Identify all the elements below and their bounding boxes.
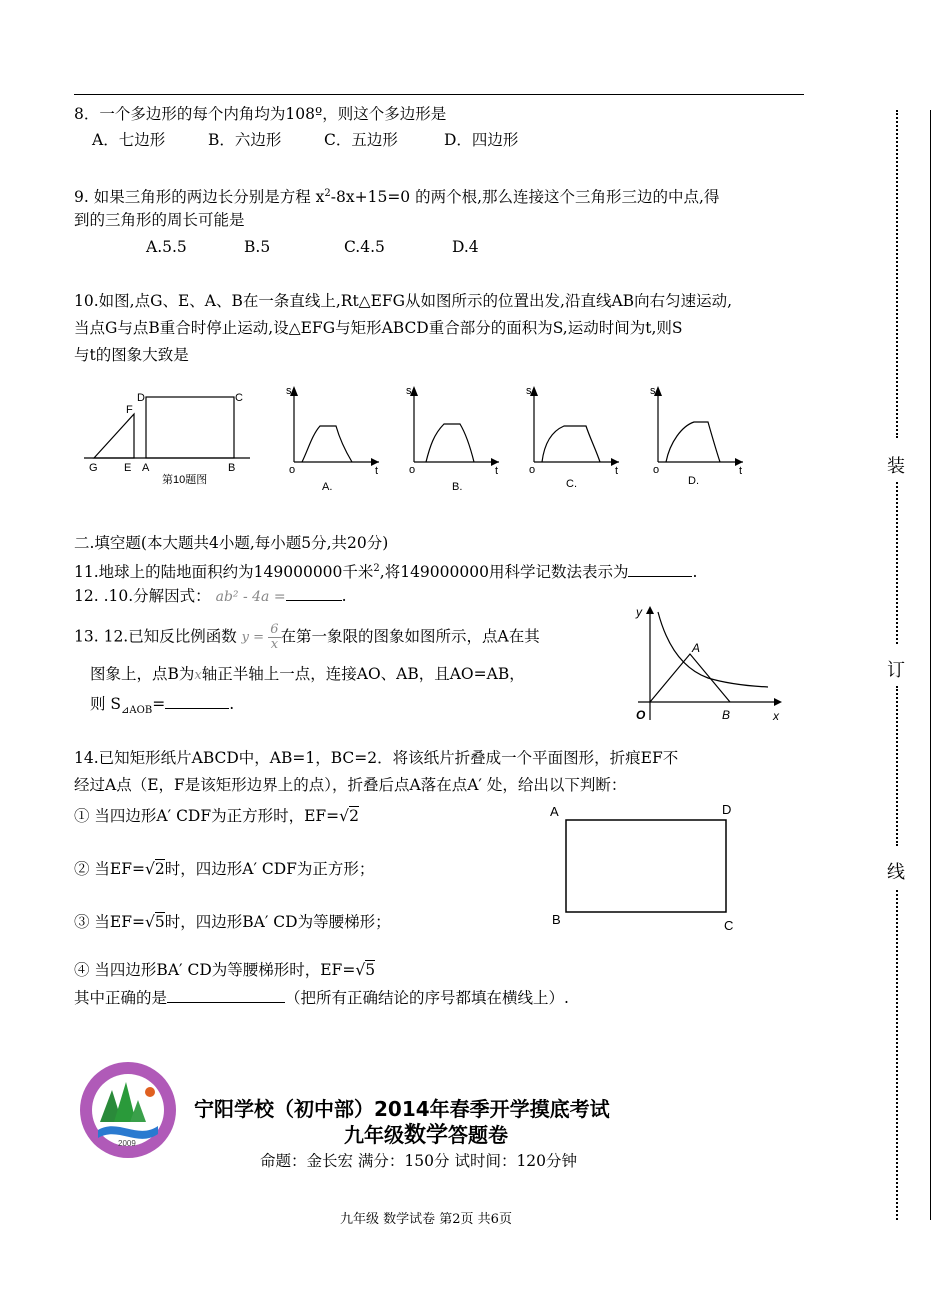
q13-label-o: O bbox=[636, 708, 646, 722]
binding-line-segment-2 bbox=[896, 482, 898, 644]
q12-answer-blank[interactable] bbox=[286, 586, 342, 601]
q14-label-a: A bbox=[550, 804, 559, 819]
q14-item-2-rad: 2 bbox=[154, 860, 165, 878]
q13-line2-b: 轴正半轴上一点，连接AO、AB，且AO=AB， bbox=[201, 665, 525, 683]
q14-rectangle-figure bbox=[540, 798, 750, 938]
binding-char-2: 订 bbox=[887, 660, 905, 681]
q8-option-d: D．四边形 bbox=[444, 131, 519, 149]
q8-option-c: C．五边形 bbox=[324, 131, 398, 149]
q10-graph-c bbox=[524, 380, 624, 495]
q14-item-2 bbox=[74, 858, 374, 880]
q13-line2 bbox=[90, 663, 525, 687]
q14-item-4-rad: 5 bbox=[365, 961, 376, 979]
page-footer: 九年级 数学试卷 第2页 共6页 bbox=[340, 1212, 512, 1227]
q13-line3-a: 则 S bbox=[90, 695, 122, 713]
q10-graph-a-label: A. bbox=[322, 481, 333, 493]
q13-line3-sub: ⊿AOB bbox=[121, 705, 153, 717]
binding-line-segment-1 bbox=[896, 110, 898, 438]
section2-heading: 二.填空题(本大题共4小题,每小题5分,共20分) bbox=[74, 534, 389, 552]
q14-item-1 bbox=[74, 805, 359, 827]
q13-formula bbox=[242, 623, 281, 652]
q13-line2-a: 图象上，点B为 bbox=[90, 665, 195, 683]
q10-graph-b-s: s bbox=[406, 385, 412, 397]
q13-label-y: y bbox=[636, 605, 642, 619]
q13-figure bbox=[608, 600, 788, 740]
q14-item-1-rad: 2 bbox=[349, 807, 359, 825]
q10-graph-c-s: s bbox=[526, 385, 532, 397]
q10-graph-b-label: B. bbox=[452, 481, 463, 493]
q10-label-c: C bbox=[235, 392, 243, 404]
q13-line3-b: = bbox=[152, 695, 166, 713]
q10-graph-d bbox=[648, 380, 748, 495]
q10-graph-d-label: D. bbox=[688, 475, 699, 487]
q14-item-2-b: 时，四边形A′ CDF为正方形； bbox=[164, 860, 375, 878]
q14-label-d: D bbox=[722, 802, 732, 817]
q11-sup: 2 bbox=[373, 563, 380, 574]
q14-answer-blank[interactable] bbox=[167, 988, 285, 1003]
q10-rectangle-abcd bbox=[146, 397, 234, 458]
q10-line2: 当点G与点B重合时停止运动,设△EFG与矩形ABCD重合部分的面积为S,运动时间为t,则S bbox=[74, 319, 683, 337]
q13-line1 bbox=[74, 623, 540, 652]
q13-line3 bbox=[90, 693, 234, 722]
binding-char-1: 装 bbox=[887, 456, 905, 477]
q10-graph-d-o: o bbox=[653, 464, 660, 476]
q11-line bbox=[74, 558, 697, 583]
q11-text-b: ,将149000000用科学记数法表示为 bbox=[379, 563, 629, 582]
q13-line3-end: . bbox=[229, 695, 235, 713]
q14-item-3-rad: 5 bbox=[154, 913, 165, 931]
q13-text-a: 13. 12.已知反比例函数 bbox=[74, 627, 237, 646]
q14-item-3-a: ③ 当EF= bbox=[74, 913, 145, 931]
q9-option-b: B.5 bbox=[244, 238, 271, 256]
q14-answer-a: 其中正确的是 bbox=[74, 989, 168, 1007]
q10-figure bbox=[80, 380, 260, 490]
q14-item-3 bbox=[74, 911, 391, 933]
q10-graph-d-s: s bbox=[650, 385, 656, 397]
q9-option-d: D.4 bbox=[452, 238, 479, 256]
q14-item-4-a: ④ 当四边形BA′ CD为等腰梯形时，EF= bbox=[74, 961, 356, 979]
sqrt-icon: √ bbox=[355, 961, 366, 979]
q10-label-a: A bbox=[142, 462, 150, 474]
sqrt-icon: √ bbox=[144, 913, 155, 931]
title-grade: 九年级 bbox=[344, 1123, 404, 1147]
q14-item-2-a: ② 当EF= bbox=[74, 860, 145, 878]
q14-item-1-a: ① 当四边形A′ CDF为正方形时，EF= bbox=[74, 807, 340, 825]
q13-text-b: 在第一象限的图象如图所示，点A在其 bbox=[280, 627, 540, 646]
q8-option-b: B．六边形 bbox=[208, 131, 282, 149]
q13-formula-y: y bbox=[241, 630, 250, 645]
q12-formula: ab² - 4a = bbox=[215, 589, 286, 605]
q10-graph-d-t: t bbox=[739, 465, 743, 477]
q9-line2: 到的三角形的周长可能是 bbox=[74, 211, 245, 229]
q13-triangle-aob bbox=[650, 654, 730, 702]
title-subject: 数学 bbox=[404, 1123, 449, 1148]
q12-end: . bbox=[341, 587, 347, 605]
binding-line-segment-3 bbox=[896, 686, 898, 846]
q10-graph-c-o: o bbox=[529, 464, 536, 476]
q11-text-a: 11.地球上的陆地面积约为149000000千米 bbox=[74, 563, 374, 582]
q14-item-4 bbox=[74, 959, 375, 981]
q14-line2: 经过A点（E，F是该矩形边界上的点），折叠后点A落在点A′ 处，给出以下判断： bbox=[74, 776, 627, 794]
top-rule bbox=[74, 94, 804, 95]
title-sheet: 答题卷 bbox=[448, 1123, 509, 1147]
school-logo bbox=[78, 1060, 178, 1160]
q10-graph-b bbox=[404, 380, 504, 495]
binding-edge bbox=[930, 110, 931, 1220]
q9-option-a: A.5.5 bbox=[146, 238, 187, 256]
q13-formula-num: 6 bbox=[270, 622, 279, 637]
q13-fraction bbox=[268, 623, 280, 652]
q10-label-e: E bbox=[124, 462, 132, 474]
q13-hyperbola bbox=[658, 612, 768, 687]
logo-year: 2009 bbox=[118, 1139, 136, 1148]
q10-graph-a-o: o bbox=[289, 464, 296, 476]
exam-title-line1: 宁阳学校（初中部）2014年春季开学摸底考试 bbox=[194, 1097, 610, 1121]
q9-line1-b: -8x+15=0 的两个根,那么连接这个三角形三边的中点,得 bbox=[330, 188, 720, 207]
q13-formula-eq: = bbox=[253, 630, 265, 645]
q13-label-x: x bbox=[773, 709, 779, 723]
q12-text: 12. .10.分解因式： bbox=[74, 587, 211, 605]
q10-line1: 10.如图,点G、E、A、B在一条直线上,Rt△EFG从如图所示的位置出发,沿直线AB向右匀速运动, bbox=[74, 292, 732, 310]
q10-label-f: F bbox=[126, 404, 133, 416]
q10-graph-a-s: s bbox=[286, 385, 292, 397]
q14-line1: 14.已知矩形纸片ABCD中，AB=1，BC=2．将该纸片折叠成一个平面图形，折痕EF不 bbox=[74, 749, 679, 767]
q12-line bbox=[74, 585, 347, 608]
q8-stem: 8．一个多边形的每个内角均为108º，则这个多边形是 bbox=[74, 105, 447, 123]
q14-label-c: C bbox=[724, 918, 734, 933]
q14-answer-b: （把所有正确结论的序号都填在横线上）. bbox=[285, 989, 569, 1007]
sqrt-icon: √ bbox=[144, 860, 155, 878]
q10-graph-a bbox=[284, 380, 384, 495]
q10-graph-c-label: C. bbox=[566, 478, 577, 490]
sqrt-icon: √ bbox=[339, 807, 350, 825]
q11-end: . bbox=[692, 563, 698, 582]
q13-label-a: A bbox=[692, 641, 701, 655]
q10-graph-b-o: o bbox=[409, 464, 416, 476]
exam-title-line2 bbox=[344, 1118, 508, 1149]
q10-graph-c-t: t bbox=[615, 465, 619, 477]
binding-char-3: 线 bbox=[887, 862, 905, 883]
q10-label-b: B bbox=[228, 462, 236, 474]
q8-option-a: A．七边形 bbox=[92, 131, 166, 149]
q14-answer-line bbox=[74, 987, 569, 1009]
q10-label-d: D bbox=[137, 392, 145, 404]
q11-answer-blank[interactable] bbox=[628, 562, 692, 577]
q9-sup: 2 bbox=[324, 188, 331, 199]
q14-label-b: B bbox=[552, 912, 561, 927]
q13-line2-x: x bbox=[194, 668, 202, 683]
q13-label-b: B bbox=[722, 708, 731, 722]
q13-answer-blank[interactable] bbox=[165, 694, 229, 709]
q10-triangle-efg bbox=[94, 414, 134, 458]
q10-graph-a-t: t bbox=[375, 465, 379, 477]
q9-line1 bbox=[74, 183, 719, 208]
q13-formula-den: x bbox=[270, 637, 279, 652]
q14-item-3-b: 时，四边形BA′ CD为等腰梯形； bbox=[164, 913, 391, 931]
q10-caption: 第10题图 bbox=[162, 474, 208, 486]
exam-meta: 命题：金长宏 满分：150分 试时间：120分钟 bbox=[260, 1152, 578, 1170]
q10-label-g: G bbox=[89, 462, 98, 474]
q10-line3: 与t的图象大致是 bbox=[74, 346, 189, 364]
binding-line-segment-4 bbox=[896, 890, 898, 1220]
q9-line1-a: 9. 如果三角形的两边长分别是方程 x bbox=[74, 188, 325, 207]
q10-graph-b-t: t bbox=[495, 465, 499, 477]
q14-rectangle-abcd bbox=[566, 820, 726, 912]
q9-option-c: C.4.5 bbox=[344, 238, 385, 256]
